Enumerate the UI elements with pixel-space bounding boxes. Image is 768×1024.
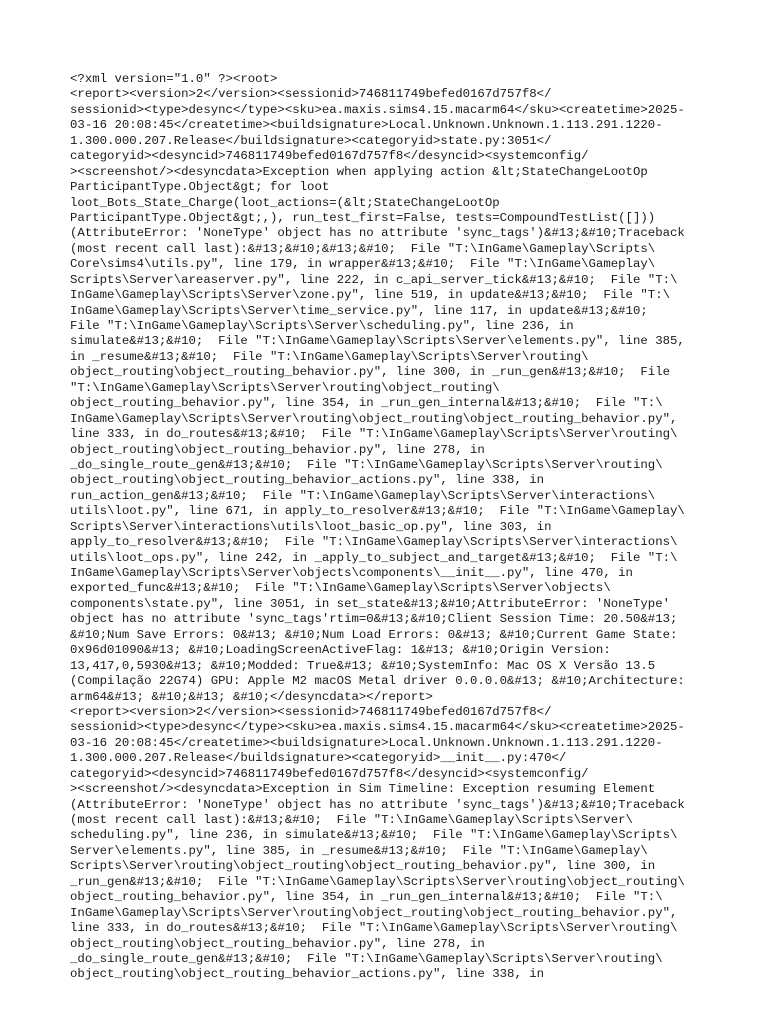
text-line: sessionid><type>desync</type><sku>ea.maxis.sims4.15.macarm64</sku><createtime>2025- xyxy=(70,102,685,117)
text-line: <report><version>2</version><sessionid>746811749befed0167d757f8</ xyxy=(70,704,552,719)
text-line: categoryid><desyncid>746811749befed0167d757f8</desyncid><systemconfig/ xyxy=(70,149,589,164)
text-line: categoryid><desyncid>746811749befed0167d757f8</desyncid><systemconfig/ xyxy=(70,766,589,781)
text-line: 1.300.000.207.Release</buildsignature><categoryid>__init__.py:470</ xyxy=(70,751,567,766)
text-line: object_routing\object_routing_behavior.py", line 278, in xyxy=(70,442,485,457)
text-line: (most recent call last):&#13;&#10;&#13;&#10; File "T:\InGame\Gameplay\Scripts\ xyxy=(70,241,656,256)
text-line: Scripts\Server\routing\object_routing\object_routing_behavior.py", line 300, in xyxy=(70,859,656,874)
text-line: <?xml version="1.0" ?><root> xyxy=(70,72,278,86)
text-line: ><screenshot/><desyncdata>Exception when applying action &lt;StateChangeLootOp xyxy=(70,164,648,179)
text-line: (AttributeError: 'NoneType' object has no attribute 'sync_tags')&#13;&#10;Traceback xyxy=(70,797,685,812)
text-line: utils\loot_ops.py", line 242, in _apply_to_subject_and_target&#13;&#10; File "T:\ xyxy=(70,550,678,565)
text-line: object has no attribute 'sync_tags'rtim=0&#13;&#10;Client Session Time: 20.50&#13; xyxy=(70,612,678,627)
text-line: InGame\Gameplay\Scripts\Server\routing\object_routing\object_routing_behavior.py", xyxy=(70,905,678,920)
text-line: run_action_gen&#13;&#10; File "T:\InGame\Gameplay\Scripts\Server\interactions\ xyxy=(70,488,656,503)
text-line: object_routing\object_routing_behavior_actions.py", line 338, in xyxy=(70,967,545,982)
text-line: utils\loot.py", line 671, in apply_to_resolver&#13;&#10; File "T:\InGame\Gameplay\ xyxy=(70,504,685,519)
text-line: InGame\Gameplay\Scripts\Server\zone.py", line 519, in update&#13;&#10; File "T:\ xyxy=(70,288,671,303)
text-line: 1.300.000.207.Release</buildsignature><categoryid>state.py:3051</ xyxy=(70,133,552,148)
text-line: arm64&#13; &#10;&#13; &#10;</desyncdata></report> xyxy=(70,689,433,704)
text-line: 03-16 20:08:45</createtime><buildsignature>Local.Unknown.Unknown.1.113.291.1220- xyxy=(70,118,663,133)
text-line: (Compilação 22G74) GPU: Apple M2 macOS Metal driver 0.0.0.0&#13; &#10;Architecture: xyxy=(70,674,685,689)
text-line: line 333, in do_routes&#13;&#10; File "T:\InGame\Gameplay\Scripts\Server\routing\ xyxy=(70,921,678,936)
text-line: components\state.py", line 3051, in set_state&#13;&#10;AttributeError: 'NoneType' xyxy=(70,596,671,611)
text-line: <report><version>2</version><sessionid>746811749befed0167d757f8</ xyxy=(70,87,552,102)
text-line: ParticipantType.Object&gt; for loot xyxy=(70,180,330,195)
text-line: object_routing\object_routing_behavior.py", line 278, in xyxy=(70,936,485,951)
text-line: object_routing_behavior.py", line 354, in _run_gen_internal&#13;&#10; File "T:\ xyxy=(70,396,663,411)
text-line: 0x96d01090&#13; &#10;LoadingScreenActiveFlag: 1&#13; &#10;Origin Version: xyxy=(70,643,611,658)
text-line: InGame\Gameplay\Scripts\Server\time_service.py", line 117, in update&#13;&#10; xyxy=(70,303,648,318)
text-line: apply_to_resolver&#13;&#10; File "T:\InGame\Gameplay\Scripts\Server\interactions\ xyxy=(70,535,678,550)
text-line: Server\elements.py", line 385, in _resume&#13;&#10; File "T:\InGame\Gameplay\ xyxy=(70,843,648,858)
text-line: loot_Bots_State_Charge(loot_actions=(&lt;StateChangeLootOp xyxy=(70,195,500,210)
text-line: simulate&#13;&#10; File "T:\InGame\Gameplay\Scripts\Server\elements.py", line 385, xyxy=(70,334,685,349)
text-line: (AttributeError: 'NoneType' object has no attribute 'sync_tags')&#13;&#10;Traceback xyxy=(70,226,685,241)
text-line: sessionid><type>desync</type><sku>ea.maxis.sims4.15.macarm64</sku><createtime>2025- xyxy=(70,720,685,735)
text-line: Core\sims4\utils.py", line 179, in wrapper&#13;&#10; File "T:\InGame\Gameplay\ xyxy=(70,257,656,272)
text-line: InGame\Gameplay\Scripts\Server\routing\object_routing\object_routing_behavior.py", xyxy=(70,411,678,426)
text-line: _do_single_route_gen&#13;&#10; File "T:\InGame\Gameplay\Scripts\Server\routing\ xyxy=(70,951,663,966)
text-line: 03-16 20:08:45</createtime><buildsignature>Local.Unknown.Unknown.1.113.291.1220- xyxy=(70,735,663,750)
text-line: InGame\Gameplay\Scripts\Server\objects\components\__init__.py", line 470, in xyxy=(70,566,633,580)
text-line: object_routing\object_routing_behavior.py", line 300, in _run_gen&#13;&#10; File xyxy=(70,365,671,380)
text-line: scheduling.py", line 236, in simulate&#13;&#10; File "T:\InGame\Gameplay\Scripts\ xyxy=(70,828,678,843)
text-line: _run_gen&#13;&#10; File "T:\InGame\Gameplay\Scripts\Server\routing\object_routing\ xyxy=(70,874,685,889)
text-line: in _resume&#13;&#10; File "T:\InGame\Gameplay\Scripts\Server\routing\ xyxy=(70,349,589,364)
text-line: File "T:\InGame\Gameplay\Scripts\Server\scheduling.py", line 236, in xyxy=(70,319,574,333)
text-line: ParticipantType.Object&gt;,), run_test_first=False, tests=CompoundTestList([])) xyxy=(70,210,656,225)
xml-text-block xyxy=(70,72,710,983)
text-line: object_routing_behavior.py", line 354, in _run_gen_internal&#13;&#10; File "T:\ xyxy=(70,890,663,905)
text-line: (most recent call last):&#13;&#10; File "T:\InGame\Gameplay\Scripts\Server\ xyxy=(70,813,633,827)
text-line: &#10;Num Save Errors: 0&#13; &#10;Num Load Errors: 0&#13; &#10;Current Game State: xyxy=(70,627,678,642)
text-line: exported_func&#13;&#10; File "T:\InGame\Gameplay\Scripts\Server\objects\ xyxy=(70,581,611,596)
text-line: Scripts\Server\interactions\utils\loot_basic_op.py", line 303, in xyxy=(70,519,552,534)
text-line: Scripts\Server\areaserver.py", line 222, in c_api_server_tick&#13;&#10; File "T:\ xyxy=(70,272,678,287)
text-line: ><screenshot/><desyncdata>Exception in Sim Timeline: Exception resuming Element xyxy=(70,782,656,797)
text-line: line 333, in do_routes&#13;&#10; File "T:\InGame\Gameplay\Scripts\Server\routing\ xyxy=(70,427,678,442)
text-line: _do_single_route_gen&#13;&#10; File "T:\InGame\Gameplay\Scripts\Server\routing\ xyxy=(70,457,663,472)
text-line: "T:\InGame\Gameplay\Scripts\Server\routing\object_routing\ xyxy=(70,380,500,395)
text-line: object_routing\object_routing_behavior_actions.py", line 338, in xyxy=(70,473,545,488)
text-line: 13,417,0,5930&#13; &#10;Modded: True&#13; &#10;SystemInfo: Mac OS X Versão 13.5 xyxy=(70,658,656,673)
